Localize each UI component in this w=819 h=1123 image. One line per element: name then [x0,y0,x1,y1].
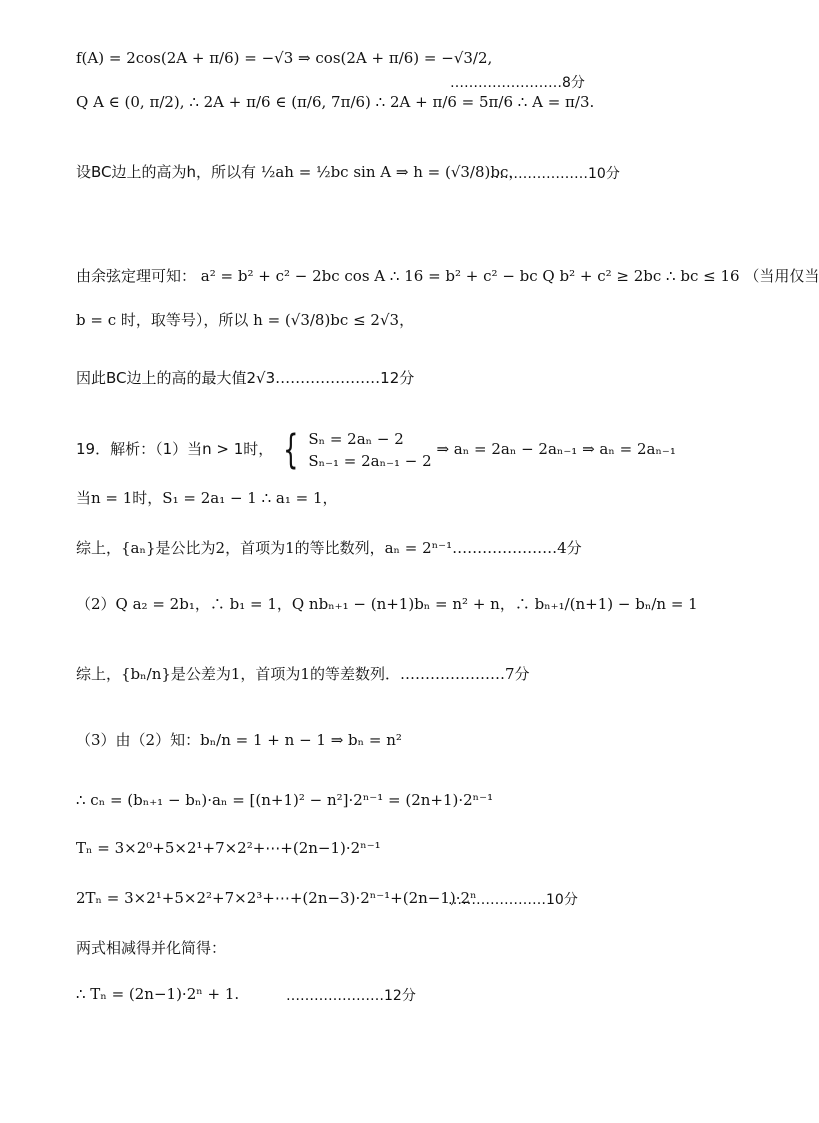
cn-formula-line: ∴ cₙ = (bₙ₊₁ − bₙ)·aₙ = [(n+1)² − n²]·2ⁿ⁻¹ = (2n+1)·2ⁿ⁻¹ [76,791,494,809]
height-line-text: 设BC边上的高为h，所以有 [76,163,257,181]
q19-part1-line [76,428,676,472]
score-8: ……………………8分 [450,75,585,91]
n-equals-1-line: 当n = 1时，S₁ = 2a₁ − 1 ∴ a₁ = 1， [76,489,338,507]
q19-part2-line: （2）Q a₂ = 2b₁，∴ b₁ = 1，Q nbₙ₊₁ − (n+1)bₙ = n² + n，∴ bₙ₊₁/(n+1) − bₙ/n = 1 [76,595,698,613]
equation-line-2: Q A ∈ (0, π/2), ∴ 2A + π/6 ∈ (π/6, 7π/6) ∴ 2A + π/6 = 5π/6 ∴ A = π/3. [76,93,595,111]
cosine-law-math: a² = b² + c² − 2bc cos A ∴ 16 = b² + c² − bc Q b² + c² ≥ 2bc ∴ bc ≤ 16 [200,267,740,285]
score-10-b: …………………10分 [448,892,578,908]
geometric-summary-line: 综上，{aₙ}是公比为2，首项为1的等比数列，aₙ = 2ⁿ⁻¹…………………4分 [76,539,582,557]
q19-label: 19．解析：（1）当n > 1时， [76,440,274,458]
arithmetic-summary-line: 综上，{bₙ/n}是公差为1，首项为1的等差数列．…………………7分 [76,665,530,683]
max-height-line: 因此BC边上的高的最大值2√3…………………12分 [76,369,415,387]
2tn-sum-line: 2Tₙ = 3×2¹+5×2²+7×2³+⋯+(2n−3)·2ⁿ⁻¹+(2n−1)·2ⁿ [76,889,477,907]
equation-line-1: f(A) = 2cos(2A + π/6) = −√3 ⇒ cos(2A + π/6) = −√3/2, [76,49,493,67]
cosine-law-text: 由余弦定理可知： [76,267,197,285]
score-12: …………………12分 [286,988,416,1004]
final-result-line: ∴ Tₙ = (2n−1)·2ⁿ + 1. [76,985,240,1003]
equality-line: b = c 时，取等号），所以 h = (√3/8)bc ≤ 2√3， [76,311,415,329]
equation-system [308,428,431,472]
system-eq-2: Sₙ₋₁ = 2aₙ₋₁ − 2 [308,452,432,470]
score-10-a: …………………10分 [490,166,620,182]
tn-sum-line: Tₙ = 3×2⁰+5×2¹+7×2²+⋯+(2n−1)·2ⁿ⁻¹ [76,839,381,857]
system-eq-1: Sₙ = 2aₙ − 2 [308,430,404,448]
height-line-math: ½ah = ½bc sin A ⇒ h = (√3/8)bc， [260,163,524,181]
subtract-note-line: 两式相减得并化简得： [76,939,227,957]
q19-derivation: ⇒ aₙ = 2aₙ − 2aₙ₋₁ ⇒ aₙ = 2aₙ₋₁ [436,440,676,458]
q19-part3-line: （3）由（2）知：bₙ/n = 1 + n − 1 ⇒ bₙ = n² [76,731,402,749]
cosine-law-line [76,266,819,286]
left-brace: { [283,427,299,473]
cosine-law-tail: （当用仅当 [744,267,819,285]
height-line [76,162,523,182]
